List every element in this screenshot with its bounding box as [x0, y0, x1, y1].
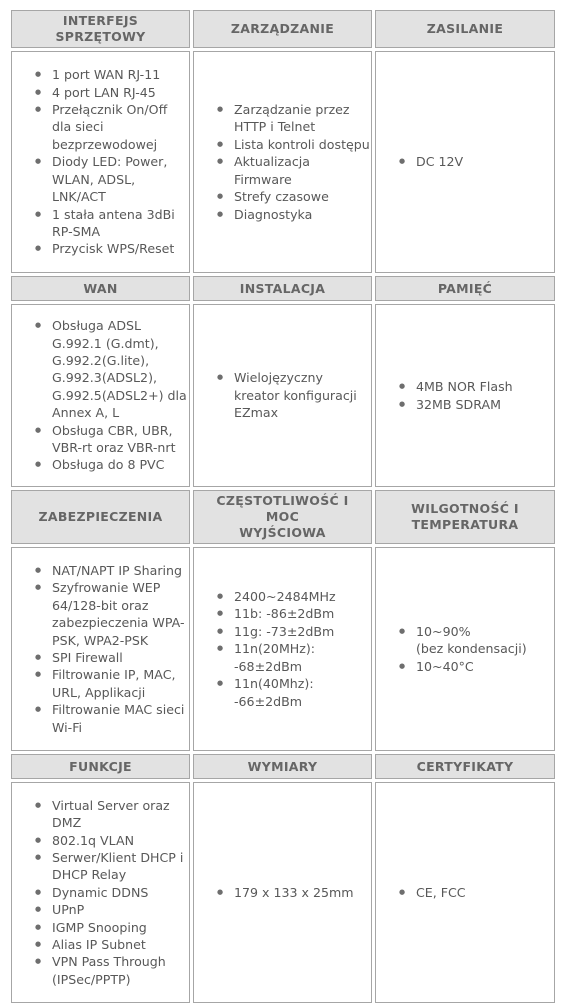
spec-list — [376, 623, 554, 675]
section-header-label: WILGOTNOŚĆ I TEMPERATURA — [411, 501, 519, 532]
spec-list — [376, 378, 554, 413]
spec-item: ● Obsługa do 8 PVC — [52, 456, 189, 473]
section-header-col1 — [11, 754, 190, 779]
spec-cell-col1 — [11, 547, 190, 751]
spec-item: ● CE, FCC — [416, 884, 554, 901]
spec-item: ● 32MB SDRAM — [416, 396, 554, 413]
spec-item: ● Virtual Server oraz DMZ — [52, 797, 189, 832]
spec-item: ● Alias IP Subnet — [52, 936, 189, 953]
section-header-label: CZĘSTOTLIWOŚĆ I MOC WYJŚCIOWA — [216, 493, 349, 540]
spec-cell-col1 — [11, 51, 190, 273]
spec-item: ● IGMP Snooping — [52, 919, 189, 936]
spec-item: ● Obsługa ADSL G.992.1 (G.dmt), G.992.2(G.lite), G.992.3(ADSL2), G.992.5(ADSL2+) dla Annex A, L — [52, 317, 189, 421]
section-header-label: WYMIARY — [247, 758, 318, 774]
spec-item: ● VPN Pass Through (IPSec/PPTP) — [52, 953, 189, 988]
section-header-col3 — [375, 490, 555, 544]
spec-item: ● UPnP — [52, 901, 189, 918]
section-header-label: ZABEZPIECZENIA — [38, 509, 163, 524]
spec-item: ● 802.1q VLAN — [52, 832, 189, 849]
spec-item: ● 1 port WAN RJ-11 — [52, 66, 189, 83]
spec-item: ● 4 port LAN RJ-45 — [52, 84, 189, 101]
section-header-col3 — [375, 10, 555, 48]
spec-item: ● Serwer/Klient DHCP i DHCP Relay — [52, 849, 189, 884]
spec-item: ● Zarządzanie przez HTTP i Telnet — [234, 101, 371, 136]
spec-item: ● 4MB NOR Flash — [416, 378, 554, 395]
spec-list — [194, 101, 371, 223]
spec-cell-col3 — [375, 782, 555, 1003]
spec-item: ● 11n(20MHz): -68±2dBm — [234, 640, 371, 675]
header-row — [11, 490, 555, 544]
spec-cell-col1 — [11, 304, 190, 487]
section-header-col3 — [375, 276, 555, 301]
spec-list — [194, 369, 371, 421]
section-header-label: WAN — [83, 280, 118, 296]
spec-item: ● 1 stała antena 3dBi RP-SMA — [52, 206, 189, 241]
section-header-col2 — [193, 754, 372, 779]
spec-list — [12, 317, 189, 474]
section-header-label: INTERFEJS SPRZĘTOWY — [55, 13, 146, 44]
spec-row — [11, 304, 555, 487]
spec-item: ● NAT/NAPT IP Sharing — [52, 562, 189, 579]
spec-cell-col3 — [375, 547, 555, 751]
spec-cell-col3 — [375, 304, 555, 487]
spec-cell-col2 — [193, 304, 372, 487]
spec-item: ● DC 12V — [416, 153, 554, 170]
spec-item: ● Strefy czasowe — [234, 188, 371, 205]
spec-item: ● 11g: -73±2dBm — [234, 623, 371, 640]
spec-item: ● Filtrowanie MAC sieci Wi-Fi — [52, 701, 189, 736]
section-header-col1 — [11, 10, 190, 48]
section-header-label: ZASILANIE — [426, 21, 504, 36]
spec-list — [12, 66, 189, 257]
spec-row — [11, 51, 555, 273]
spec-table — [8, 7, 558, 1006]
spec-item: ● Obsługa CBR, UBR, VBR-rt oraz VBR-nrt — [52, 422, 189, 457]
spec-item: ● Lista kontroli dostępu — [234, 136, 371, 153]
spec-body — [11, 10, 555, 1003]
spec-item: ● Przełącznik On/Off dla sieci bezprzewodowej — [52, 101, 189, 153]
section-header-col3 — [375, 754, 555, 779]
section-header-label: FUNKCJE — [69, 758, 132, 774]
section-header-label: ZARZĄDZANIE — [230, 21, 335, 36]
spec-item: ● Diody LED: Power, WLAN, ADSL, LNK/ACT — [52, 153, 189, 205]
section-header-label: INSTALACJA — [239, 280, 326, 296]
spec-row — [11, 782, 555, 1003]
spec-list — [194, 588, 371, 710]
header-row — [11, 754, 555, 779]
spec-item: ● Wielojęzyczny kreator konfiguracji EZmax — [234, 369, 371, 421]
section-header-label: PAMIĘĆ — [437, 280, 493, 296]
spec-cell-col2 — [193, 782, 372, 1003]
header-row — [11, 10, 555, 48]
spec-item: ● SPI Firewall — [52, 649, 189, 666]
spec-item: ● Przycisk WPS/Reset — [52, 240, 189, 257]
spec-row — [11, 547, 555, 751]
section-header-label: CERTYFIKATY — [416, 758, 514, 774]
spec-list — [376, 884, 554, 901]
spec-list — [12, 562, 189, 736]
section-header-col2 — [193, 490, 372, 544]
spec-item: ● 10~40°C — [416, 658, 554, 675]
spec-cell-col1 — [11, 782, 190, 1003]
section-header-col1 — [11, 276, 190, 301]
spec-item: ● Aktualizacja Firmware — [234, 153, 371, 188]
section-header-col2 — [193, 10, 372, 48]
spec-cell-col3 — [375, 51, 555, 273]
spec-list — [194, 884, 371, 901]
spec-item: ● Diagnostyka — [234, 206, 371, 223]
spec-cell-col2 — [193, 51, 372, 273]
spec-item: ● 11b: -86±2dBm — [234, 605, 371, 622]
spec-item: ● 10~90% (bez kondensacji) — [416, 623, 554, 658]
spec-item: ● 2400~2484MHz — [234, 588, 371, 605]
header-row — [11, 276, 555, 301]
spec-item: ● Szyfrowanie WEP 64/128-bit oraz zabezpieczenia WPA- PSK, WPA2-PSK — [52, 579, 189, 649]
spec-item: ● 11n(40Mhz): -66±2dBm — [234, 675, 371, 710]
section-header-col1 — [11, 490, 190, 544]
spec-item: ● Dynamic DDNS — [52, 884, 189, 901]
section-header-col2 — [193, 276, 372, 301]
spec-list — [376, 153, 554, 170]
spec-item: ● 179 x 133 x 25mm — [234, 884, 371, 901]
spec-cell-col2 — [193, 547, 372, 751]
spec-item: ● Filtrowanie IP, MAC, URL, Applikacji — [52, 666, 189, 701]
